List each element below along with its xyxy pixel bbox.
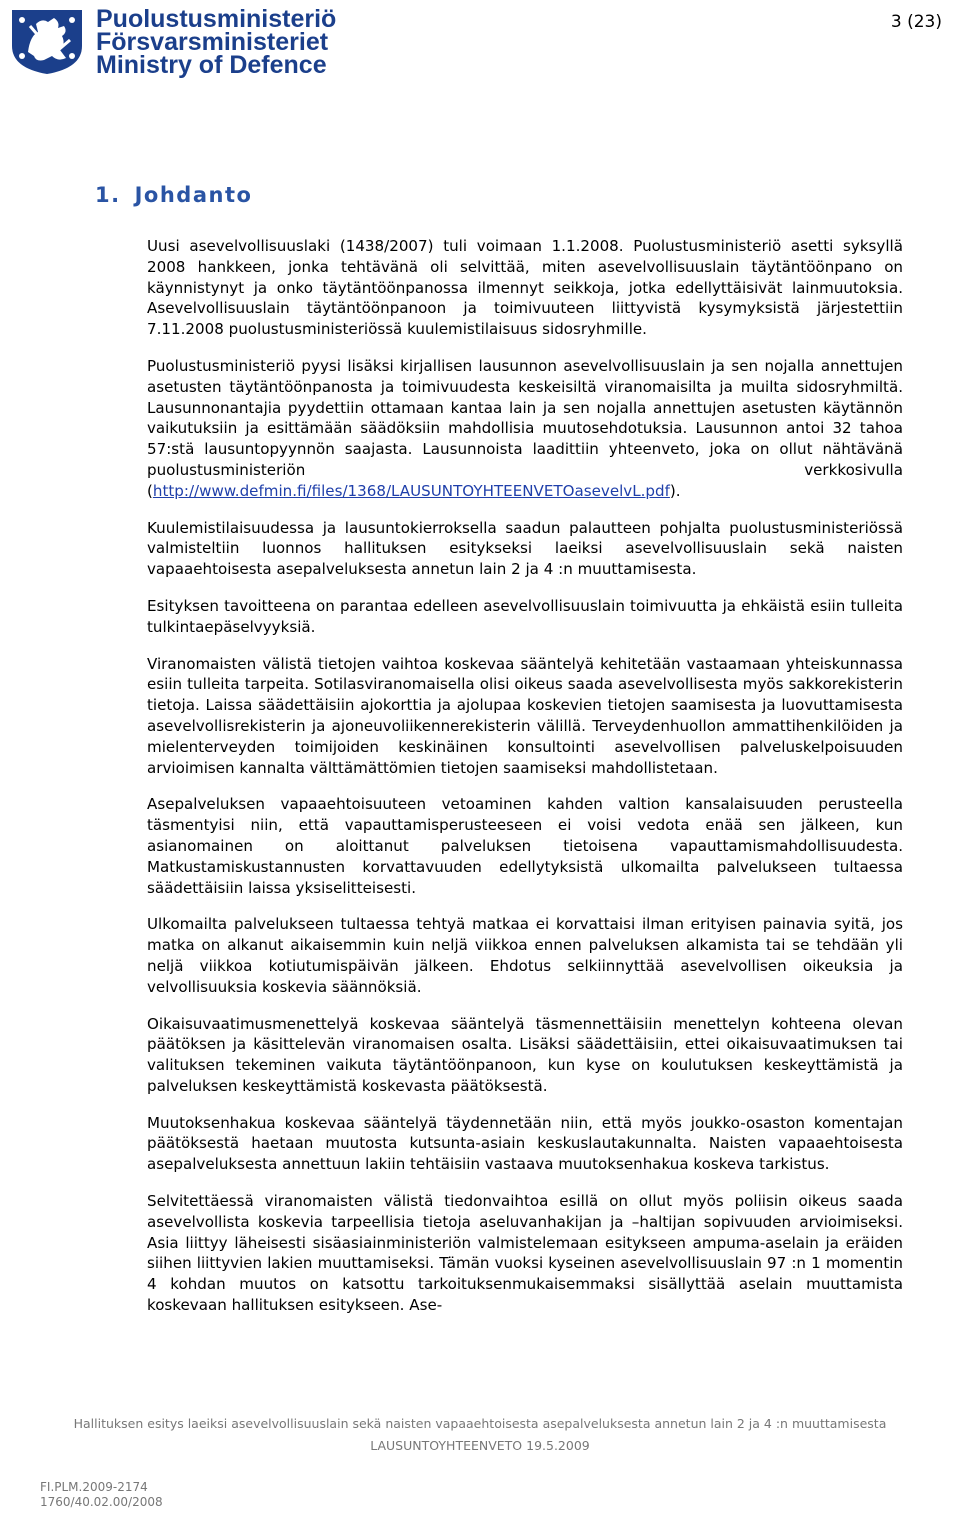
paragraph: Asepalveluksen vapaaehtoisuuteen vetoaminen kahden valtion kansalaisuuden perusteella täsmentyisi niin, että vapauttamisperusteeseen ei voisi vedota enää sen jälkeen, kun asianomainen on aloittanut palveluksen tietoisena vapauttamismahdollisuudesta. Matkustamiskustannusten korvattavuuden edellytyksistä ulkomailta palvelukseen tultaessa säädettäisiin laissa yksiselitteisesti. (147, 795, 903, 897)
paragraph: Oikaisuvaatimusmenettelyä koskevaa sääntelyä täsmennettäisiin menettelyn kohteena olevan päätöksen ja käsittelevän viranomaisen osalta. Lisäksi säädettäisiin, ettei oikaisuvaatimuksen tai valituksen tekeminen vaikuta täytäntöönpanoon, kun kyse on koulutuksen keskeyttämistä ja palveluksen keskeyttämistä koskevasta päätöksestä. (147, 1014, 903, 1095)
paragraph-with-link (147, 356, 903, 502)
ministry-names (96, 5, 337, 79)
paragraph: Muutoksenhakua koskevaa sääntelyä täydennetään niin, että myös joukko-osaston komentajan päätöksestä haetaan muutosta kutsunta-asiain keskuslautakunnalta. Naisten vapaaehtoisesta asepalveluksesta annettuun lakiin tehtäisiin vastaava muutoksenhakua koskeva tarkistus. (147, 1113, 903, 1174)
ministry-name-en: Ministry of Defence (96, 51, 327, 79)
ministry-name-sv: Försvarsministeriet (96, 28, 329, 56)
ministry-logo (8, 5, 358, 79)
section-number: 1. (95, 183, 121, 207)
document-body (147, 236, 903, 1332)
footer-ref-line-1: FI.PLM.2009-2174 (40, 1480, 148, 1494)
paragraph: Viranomaisten välistä tietojen vaihtoa koskevaa sääntelyä kehitetään vastaamaan yhteiskunnassa esiin tulleita tarpeita. Sotilasviranomaisella olisi oikeus saada asevelvollisesta myös sakkorekisterin tietoja. Laissa säädettäisiin ajokorttia ja ajolupaa koskevien tietojen saamisesta ja luovuttamisesta asevelvollisrekisterin ja ajoneuvoliikennerekisterin välillä. Terveydenhuollon ammattihenkilöiden ja mielenterveyden toimijoiden keskinäinen konsultointi asevelvollisen palveluskelpoisuuden arvioimisen kannalta välttämättömien tietojen saamiseksi mahdollistetaan. (147, 654, 903, 777)
link-close-paren: ). (669, 481, 681, 500)
footer-subtitle: LAUSUNTOYHTEENVETO 19.5.2009 (370, 1438, 590, 1453)
page-number: 3 (23) (890, 12, 942, 32)
lion-crest-icon (8, 6, 86, 76)
paragraph: Selvitettäessä viranomaisten välistä tiedonvaihtoa esillä on ollut myös poliisin oikeus saada asevelvollista koskevia tarpeellisia tietoja aseluvanhakijan ja –haltijan sopivuuden arvioimiseksi. Asia liittyy läheisesti sisäasiainministeriön valmistelemaan esitykseen ampuma-aselain ja eräiden siihen liittyvien lakien muuttamiseksi. Tämän vuoksi kyseinen asevelvollisuuslain 97 :n 1 momentin 4 kohdan muutos on katsottu tarkoituksenmukaisemmaksi sisällyttää aselain muuttamista koskevaan hallituksen esitykseen. Ase- (147, 1192, 903, 1315)
section-heading (95, 183, 252, 207)
link-open-paren: ( (147, 481, 153, 500)
paragraph: Uusi asevelvollisuuslaki (1438/2007) tuli voimaan 1.1.2008. Puolustusministeriö asetti syksyllä 2008 hankkeen, jonka tehtävänä oli selvittää, miten asevelvollisuuslain täytäntöönpano on käynnistynyt ja onko täytäntöönpanossa ilmennyt seikkoja, jotka edellyttäisivät lainmuutoksia. Asevelvollisuuslain täytäntöönpanoon ja toimivuuteen liittyvistä kysymyksistä järjestettiin 7.11.2008 puolustusministeriössä kuulemistilaisuus sidosryhmille. (147, 237, 903, 339)
ministry-name-fi: Puolustusministeriö (96, 5, 337, 33)
section-title: Johdanto (134, 183, 253, 207)
footer-reference (40, 1480, 163, 1510)
footer-ref-line-2: 1760/40.02.00/2008 (40, 1495, 163, 1509)
footer-document-title: Hallituksen esitys laeiksi asevelvollisuuslain sekä naisten vapaaehtoisesta asepalveluksesta annetun lain 2 ja 4 :n muuttamisesta (73, 1416, 887, 1431)
paragraph: Ulkomailta palvelukseen tultaessa tehtyä matkaa ei korvattaisi ilman erityisen painavia syitä, jos matka on alkanut aikaisemmin kuin neljä viikkoa ennen palveluksen alkamista tai se tehdään yli neljä viikkoa kotiutumispäivän jälkeen. Ehdotus selkiinnyttää asevelvollisen oikeuksia ja velvollisuuksia koskevia säännöksiä. (147, 915, 903, 996)
paragraph-text: Puolustusministeriö pyysi lisäksi kirjallisen lausunnon asevelvollisuuslain ja sen nojalla annettujen asetusten täytäntöönpanosta ja toimivuudesta keskeisiltä viranomaisilta ja muilta sidosryhmiltä. Lausunnonantajia pyydettiin ottamaan kantaa lain ja sen nojalla annettujen asetusten käytännön vaikutuksiin ja esittämään säädöksiin mahdollisia muutosehdotuksia. Lausunnon antoi 32 tahoa 57:stä lausuntopyynnön saajasta. Lausunnoista laadittiin yhteenveto, joka on ollut nähtävänä puolustusministeriön verkkosivulla (147, 356, 903, 479)
lausuntoyhteenveto-link[interactable]: http://www.defmin.fi/files/1368/LAUSUNTOYHTEENVETOasevelvL.pdf (152, 481, 670, 500)
paragraph: Esityksen tavoitteena on parantaa edelleen asevelvollisuuslain toimivuutta ja ehkäistä esiin tulleita tulkintaepäselvyyksiä. (147, 596, 903, 636)
paragraph: Kuulemistilaisuudessa ja lausuntokierroksella saadun palautteen pohjalta puolustusministeriössä valmisteltiin luonnos hallituksen esitykseksi laeiksi asevelvollisuuslain sekä naisten vapaaehtoisesta asepalveluksesta annetun lain 2 ja 4 :n muuttamisesta. (147, 518, 903, 579)
